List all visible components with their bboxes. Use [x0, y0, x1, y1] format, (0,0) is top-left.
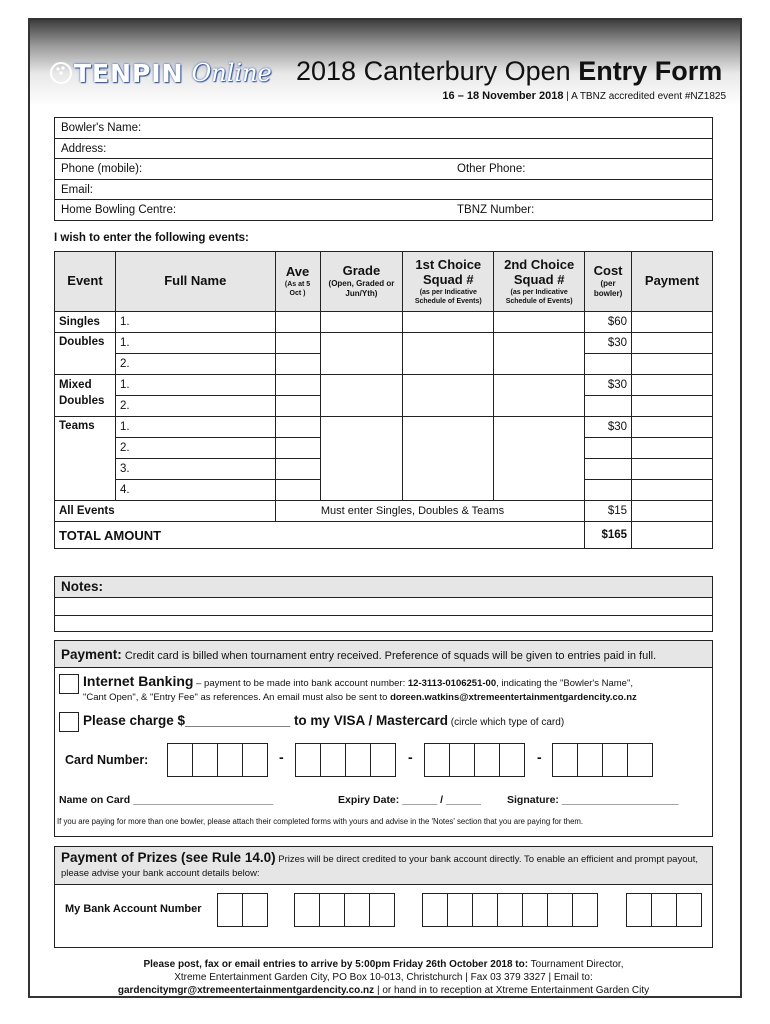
checkbox-square [59, 712, 79, 732]
table-row [55, 333, 713, 354]
card-dash: - [408, 749, 413, 765]
payment-cell[interactable] [632, 438, 713, 459]
name-cell[interactable]: 2. [115, 354, 275, 375]
payment-cell[interactable] [632, 333, 713, 354]
payment-cell[interactable] [632, 312, 713, 333]
second-choice-cell[interactable] [494, 312, 585, 333]
payment-cell[interactable] [632, 480, 713, 501]
prize-payment-box [54, 846, 713, 948]
card-number-label: Card Number: [65, 753, 149, 767]
notes-title: Notes: [61, 579, 104, 594]
ib-text-2: , indicating the "Bowler's Name", [496, 678, 633, 689]
payment-cell[interactable] [632, 396, 713, 417]
ave-cell[interactable] [275, 438, 320, 459]
footer-line-2: Xtreme Entertainment Garden City, PO Box 10-013, Christchurch | Fax 03 379 3327 | Email to: [174, 972, 593, 983]
header-payment [632, 252, 713, 312]
footer-line3-rest: | or hand in to reception at Xtreme Entertainment Garden City [374, 985, 650, 996]
bank-account-number: 12-3113-0106251-00 [407, 678, 497, 689]
bank-account-group-4[interactable] [627, 893, 702, 927]
email-field[interactable] [55, 180, 712, 201]
footer-line-1 [54, 958, 713, 971]
notes-line[interactable] [55, 616, 712, 632]
accreditation-text: | A TBNZ accredited event #NZ1825 [563, 91, 726, 102]
header-full-name [115, 252, 275, 312]
second-choice-cell[interactable] [494, 375, 585, 417]
payment-title: Payment: [61, 647, 122, 662]
ave-cell[interactable] [275, 396, 320, 417]
title-text: 2018 Canterbury Open [296, 56, 579, 86]
header-second-sub: (as per Indicative Schedule of Events) [505, 288, 573, 305]
bank-account-group-3[interactable] [423, 893, 598, 927]
grade-cell[interactable] [320, 312, 403, 333]
header-name-text: Full Name [164, 273, 227, 288]
cost-cell [585, 354, 632, 375]
grade-cell[interactable] [320, 333, 403, 375]
ib-text-3: "Cant Open", & "Entry Fee" as references. An email must also be sent to [83, 692, 391, 703]
cost-cell: $30 [585, 333, 632, 354]
ave-cell[interactable] [275, 375, 320, 396]
header-cost-text: Cost [593, 263, 623, 278]
entry-form-page [28, 18, 742, 998]
header-second-choice [494, 252, 585, 312]
page-title [296, 56, 722, 87]
cost-cell: $15 [585, 501, 632, 522]
logo-online-text: Online [191, 59, 272, 87]
cost-cell [585, 459, 632, 480]
first-choice-cell[interactable] [403, 417, 494, 501]
charge-bold: to my VISA / Mastercard [293, 713, 448, 728]
grade-cell[interactable] [320, 417, 403, 501]
cost-cell: $60 [585, 312, 632, 333]
expiry-field[interactable] [338, 794, 481, 806]
footer-instructions [54, 958, 713, 997]
header-cost [585, 252, 632, 312]
name-cell[interactable]: 1. [115, 333, 275, 354]
phone-label: Phone (mobile): [61, 163, 143, 175]
events-table [54, 251, 713, 549]
checkbox-square [59, 674, 79, 694]
event-all-events: All Events [55, 501, 276, 522]
name-cell[interactable]: 4. [115, 480, 275, 501]
event-singles: Singles [55, 312, 116, 333]
cost-cell: $30 [585, 417, 632, 438]
multi-bowler-note: If you are paying for more than one bowler, please attach their completed forms with yours and advise in the 'Notes' section that you are paying for them. [57, 817, 584, 826]
footer-line1-rest: Tournament Director, [528, 959, 624, 970]
home-centre-label: Home Bowling Centre: [61, 204, 177, 216]
payment-cell[interactable] [632, 375, 713, 396]
ave-cell[interactable] [275, 480, 320, 501]
email-label: Email: [61, 183, 93, 196]
name-cell[interactable]: 1. [115, 417, 275, 438]
payment-cell[interactable] [632, 354, 713, 375]
event-mixed-doubles: Mixed Doubles [55, 375, 116, 417]
second-choice-cell[interactable] [494, 333, 585, 375]
event-teams: Teams [55, 417, 116, 501]
payment-cell[interactable] [632, 501, 713, 522]
internet-banking-text [83, 674, 708, 705]
total-payment-cell[interactable] [632, 522, 713, 549]
title-bold-text: Entry Form [578, 56, 723, 86]
card-number-group-2[interactable] [296, 743, 396, 777]
ave-cell[interactable] [275, 333, 320, 354]
card-number-group-4[interactable] [553, 743, 653, 777]
tenpin-online-logo [48, 56, 272, 90]
internet-banking-checkbox[interactable] [59, 674, 79, 694]
prize-text: Prizes will be direct credited to your bank account directly. To enable an efficient and prompt payout, please advise your bank account details below: [61, 854, 699, 879]
prize-header [55, 847, 712, 885]
ave-cell[interactable] [275, 354, 320, 375]
card-dash: - [279, 749, 284, 765]
notes-header [55, 577, 712, 598]
first-choice-cell[interactable] [403, 333, 494, 375]
footer-line1-bold: Please post, fax or email entries to arrive by 5:00pm Friday 26th October 2018 to: [143, 959, 529, 970]
ave-cell[interactable] [275, 459, 320, 480]
internet-banking-title: Internet Banking [83, 673, 194, 689]
payment-cell[interactable] [632, 459, 713, 480]
notes-line[interactable] [55, 598, 712, 616]
bowling-ball-icon [48, 60, 74, 86]
table-row [55, 375, 713, 396]
total-amount-label: TOTAL AMOUNT [55, 522, 585, 549]
cost-cell [585, 480, 632, 501]
header-ave [275, 252, 320, 312]
card-number-group-1[interactable] [168, 743, 268, 777]
header-event [55, 252, 116, 312]
charge-card-text [83, 713, 564, 728]
events-intro: I wish to enter the following events: [54, 232, 249, 244]
prize-title: Payment of Prizes (see Rule 14.0) [61, 850, 276, 865]
header-grade-text: Grade [342, 263, 381, 278]
address-field[interactable] [55, 139, 712, 160]
footer-email: gardencitymgr@xtremeentertainmentgardencity.co.nz [117, 985, 375, 996]
payment-header [55, 641, 712, 668]
name-cell[interactable]: 1. [115, 375, 275, 396]
table-header-row [55, 252, 713, 312]
first-choice-cell[interactable] [403, 312, 494, 333]
card-number-group-3[interactable] [425, 743, 525, 777]
ib-email: doreen.watkins@xtremeentertainmentgardencity.co.nz [390, 692, 637, 703]
table-row [55, 312, 713, 333]
home-centre-field[interactable] [55, 200, 712, 221]
total-amount-value: $165 [585, 522, 632, 549]
name-cell[interactable]: 3. [115, 459, 275, 480]
notes-box [54, 576, 713, 632]
header-ave-text: Ave [285, 264, 310, 279]
grade-cell[interactable] [320, 375, 403, 417]
event-doubles: Doubles [55, 333, 116, 375]
ave-cell[interactable] [275, 312, 320, 333]
name-cell[interactable]: 1. [115, 312, 275, 333]
name-cell[interactable]: 2. [115, 438, 275, 459]
event-subtitle [442, 90, 726, 102]
name-on-card-label: Name on Card ________________________ [59, 794, 274, 806]
header-first-sub: (as per Indicative Schedule of Events) [414, 288, 482, 305]
header-second-text: 2nd Choice Squad # [504, 256, 575, 287]
expiry-label: Expiry Date: ______ / ______ [338, 794, 482, 806]
logo-main-text: TENPIN [74, 58, 184, 88]
event-dates: 16 – 18 November 2018 [442, 90, 564, 102]
tbnz-number-label: TBNZ Number: [457, 204, 535, 216]
cost-cell [585, 438, 632, 459]
other-phone-label: Other Phone: [457, 163, 526, 175]
header-ave-sub: (As at 5 Oct ) [284, 281, 311, 297]
address-label: Address: [61, 142, 107, 155]
second-choice-cell[interactable] [494, 417, 585, 501]
card-dash: - [537, 749, 542, 765]
bowler-name-field[interactable] [55, 118, 712, 139]
header-cost-sub: (per bowler) [593, 279, 623, 298]
header-banner [30, 20, 740, 106]
header-first-text: 1st Choice Squad # [415, 256, 482, 287]
payment-box [54, 640, 713, 837]
payment-cell[interactable] [632, 417, 713, 438]
charge-post: (circle which type of card) [448, 717, 565, 728]
footer-line-3 [54, 984, 713, 997]
charge-card-checkbox[interactable] [59, 712, 79, 732]
header-grade-sub: (Open, Graded or Jun/Yth) [328, 279, 395, 298]
ave-cell[interactable] [275, 417, 320, 438]
total-row [55, 522, 713, 549]
ib-text-1: – payment to be made into bank account number: [193, 678, 408, 689]
table-row [55, 501, 713, 522]
name-on-card-field[interactable] [59, 794, 273, 806]
table-row [55, 417, 713, 438]
bank-account-group-2[interactable] [295, 893, 395, 927]
header-first-choice [403, 252, 494, 312]
phone-field[interactable] [55, 159, 712, 180]
signature-label: Signature: ____________________ [507, 794, 679, 806]
header-grade [320, 252, 403, 312]
bowler-name-label: Bowler's Name: [61, 122, 142, 134]
all-events-note: Must enter Singles, Doubles & Teams [275, 501, 585, 522]
first-choice-cell[interactable] [403, 375, 494, 417]
bowler-details-box [54, 117, 713, 221]
name-cell[interactable]: 2. [115, 396, 275, 417]
header-payment-text: Payment [644, 273, 700, 288]
charge-pre: Please charge $______________ [83, 713, 294, 728]
cost-cell [585, 396, 632, 417]
cost-cell: $30 [585, 375, 632, 396]
signature-field[interactable] [507, 794, 679, 806]
bank-account-group-1[interactable] [218, 893, 268, 927]
my-bank-account-label: My Bank Account Number [65, 903, 202, 915]
header-event-text: Event [67, 273, 103, 288]
payment-header-text: Credit card is billed when tournament entry received. Preference of squads will be given to entries paid in full. [121, 650, 657, 662]
